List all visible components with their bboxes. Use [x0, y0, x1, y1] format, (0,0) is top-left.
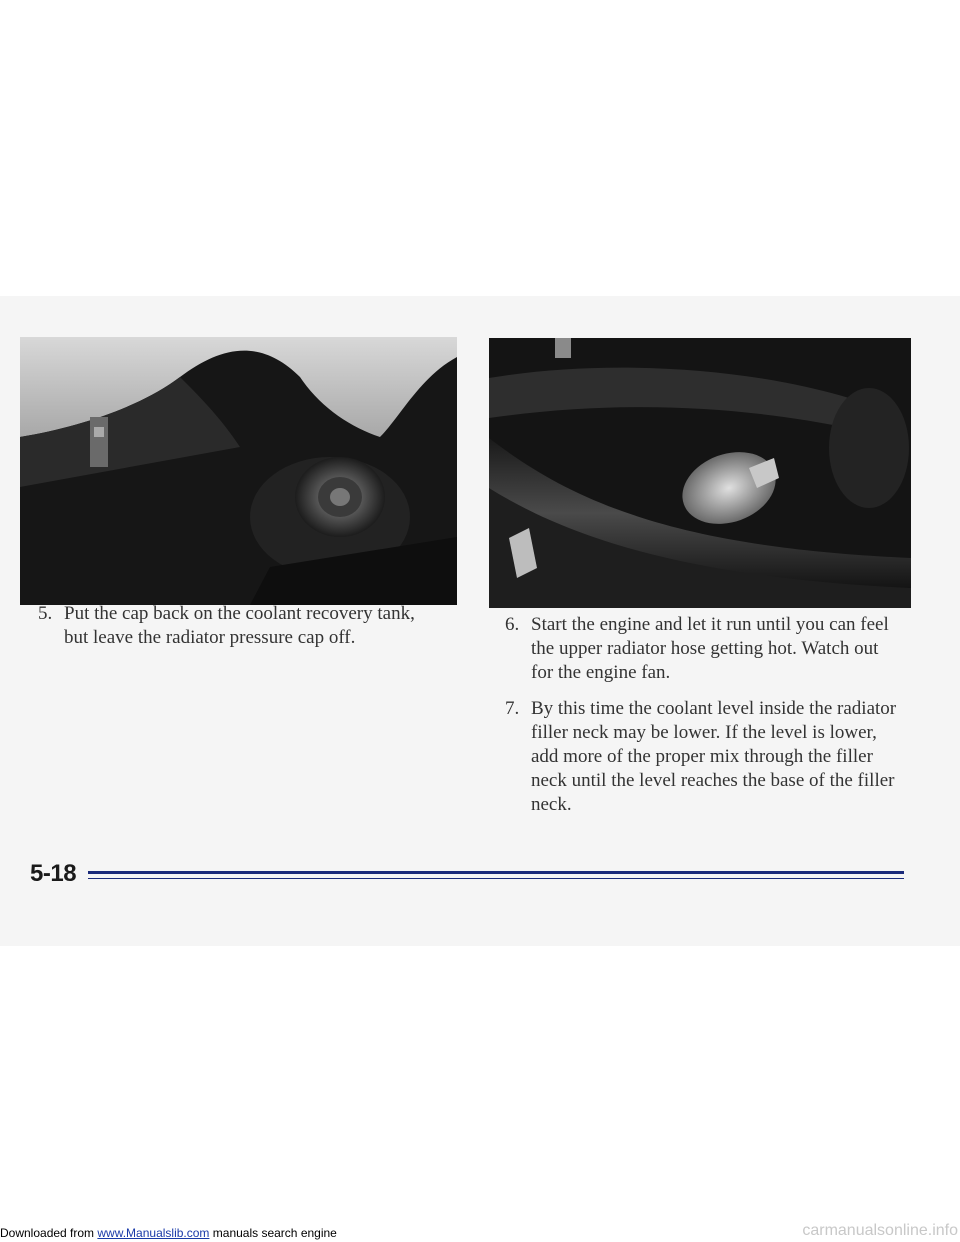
steps-left-column	[38, 602, 438, 662]
footer-rule-thin	[88, 878, 904, 879]
radiator-cap-photo	[20, 337, 457, 605]
step-text: By this time the coolant level inside the radiator filler neck may be lower. If the level is lower, add more of the proper mix through the filler neck until the level reaches the base of the filler neck.	[531, 698, 897, 815]
radiator-hose-image	[489, 338, 911, 608]
footer-prefix: Downloaded from	[0, 1226, 98, 1240]
page-number: 5-18	[30, 860, 77, 887]
step-item	[505, 613, 905, 685]
step-item	[505, 697, 905, 817]
manualslib-link[interactable]: www.Manualslib.com	[97, 1226, 210, 1240]
step-item	[38, 602, 438, 650]
radiator-hose-photo	[489, 338, 911, 608]
footer-suffix: manuals search engine	[209, 1226, 337, 1240]
step-text: Start the engine and let it run until you can feel the upper radiator hose getting hot. Watch out for the engine fan.	[531, 614, 889, 683]
step-number: 7.	[505, 698, 520, 719]
step-text: Put the cap back on the coolant recovery tank, but leave the radiator pressure cap off.	[64, 603, 415, 648]
watermark-text: carmanualsonline.info	[802, 1222, 958, 1239]
radiator-cap-image	[20, 337, 457, 605]
step-number: 5.	[38, 603, 53, 624]
download-footer	[0, 1226, 337, 1240]
steps-right-column	[505, 613, 905, 829]
footer-rule-thick	[88, 871, 904, 874]
step-number: 6.	[505, 614, 520, 635]
